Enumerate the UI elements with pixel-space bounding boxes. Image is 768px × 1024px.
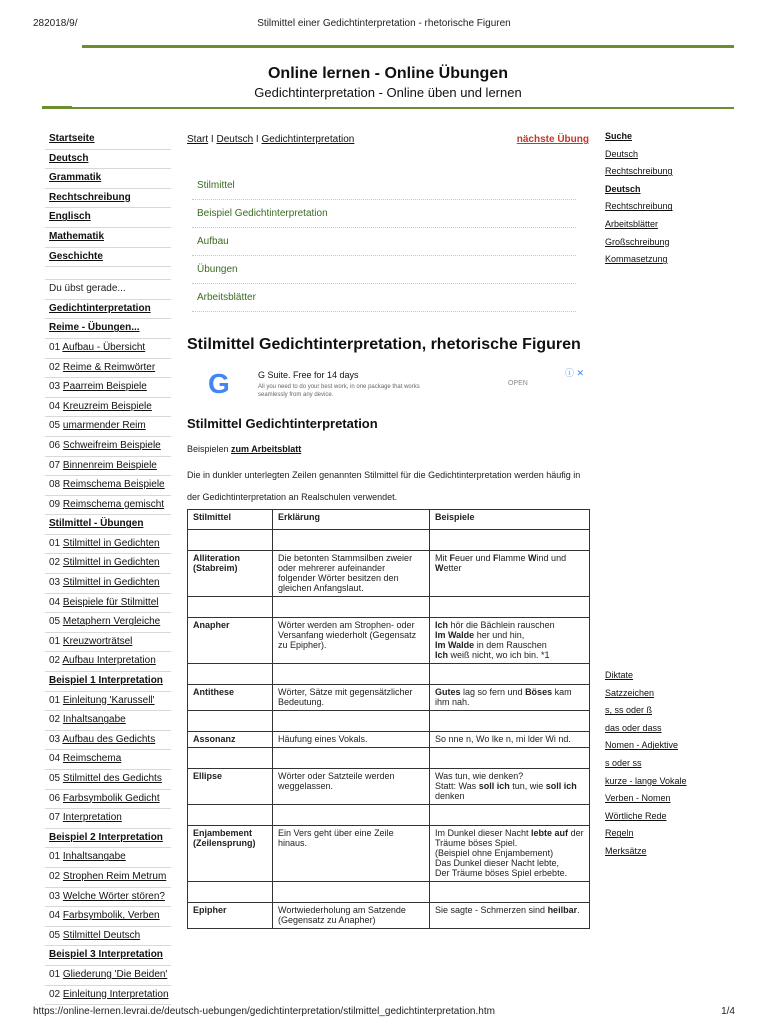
sidebar-item[interactable] [45,829,171,849]
right-nav-link[interactable]: Verben - Nomen [605,793,671,804]
empty-cell [188,882,273,903]
sidebar-item-label[interactable]: Inhaltsangabe [62,851,126,863]
right-nav-link[interactable]: Regeln [605,828,634,839]
sidebar-item[interactable] [45,966,171,986]
sidebar-item[interactable] [45,731,171,751]
right-nav-item[interactable] [605,773,687,791]
sidebar-item-number: 03 [49,890,61,902]
sidebar-item-label[interactable]: Kreuzworträtsel [62,635,133,647]
right-nav-item[interactable] [605,755,687,773]
right-nav-link[interactable]: Diktate [605,670,634,680]
sidebar-item[interactable] [45,228,171,248]
empty-cell [430,664,590,685]
empty-cell [188,748,273,769]
erklaerung-cell: Wörter oder Satzteile werden weggelassen. [273,769,430,805]
print-date: 282018/9/ [33,18,78,29]
sidebar-item-label[interactable]: Rechtschreibung [49,191,131,203]
sidebar-item [45,280,171,300]
sidebar-item[interactable] [45,398,171,418]
sidebar-item[interactable] [45,652,171,672]
ad-info-close-icon[interactable]: ⓘ ✕ [564,368,584,378]
sidebar-item-label[interactable]: Gedichtinterpretation [49,302,151,314]
table-spacer-row [188,664,590,685]
sidebar-item-label[interactable]: Schweifreim Beispiele [62,439,161,451]
site-banner [42,45,734,109]
ad-title: G Suite. Free for 14 days [258,370,359,380]
right-nav-link[interactable]: das oder dass [605,722,662,733]
sidebar-item[interactable] [45,946,171,966]
sidebar-item-label[interactable]: Interpretation [62,812,122,824]
nav-spacer [45,267,171,280]
left-sidebar-nav [45,130,171,1005]
sidebar-item-number: 03 [49,577,61,589]
ad-banner[interactable] [200,366,588,406]
right-nav-link[interactable]: Großschreibung [605,236,670,247]
stilmittel-cell: Ellipse [188,769,273,805]
erklaerung-cell: Wörter, Sätze mit gegensätzlicher Bedeutung. [273,685,430,711]
sidebar-item-label[interactable]: Welche Wörter stören? [62,890,165,902]
right-nav-link[interactable]: Deutsch [605,183,641,194]
sidebar-item-label[interactable]: Inhaltsangabe [62,714,126,726]
sidebar-item-label[interactable]: Aufbau - Übersicht [62,341,146,353]
sidebar-item-label[interactable]: Stilmittel in Gedichten [62,577,160,589]
sidebar-item-label[interactable]: Beispiel 1 Interpretation [49,675,163,687]
table-row [188,903,590,929]
sidebar-item-label: Du übst gerade... [49,283,126,295]
sidebar-item-number: 02 [49,655,61,667]
erklaerung-cell: Die betonten Stammsilben zweier oder mehrerer aufeinander folgender Wörter besitzen den gleichen Anfangslaut. [273,551,430,597]
sidebar-item-number: 04 [49,596,61,608]
beispiel-cell: Gutes lag so fern und Böses kam ihm nah. [430,685,590,711]
sidebar-item-number: 07 [49,812,61,824]
col-header-stilmittel: Stilmittel [188,510,273,530]
breadcrumb-start[interactable]: Start [187,134,209,145]
right-nav-item[interactable] [605,216,673,234]
table-row [188,685,590,711]
sidebar-item-number: 04 [49,753,61,765]
erklaerung-cell: Häufung eines Vokals. [273,732,430,748]
empty-cell [430,748,590,769]
sidebar-item-number: 05 [49,616,61,628]
sidebar-item-number: 01 [49,968,61,980]
beispiel-cell: So nne n, Wo lke n, mi lder Wi nd. [430,732,590,748]
empty-cell [273,748,430,769]
empty-cell [430,882,590,903]
sidebar-item[interactable] [45,888,171,908]
breadcrumb-separator: I [253,134,262,145]
right-nav-link[interactable]: Rechtschreibung [605,166,673,177]
sidebar-item-number: 07 [49,459,61,471]
right-nav-item[interactable] [605,825,687,843]
sidebar-item-number: 06 [49,792,61,804]
sidebar-item-number: 03 [49,381,61,393]
empty-cell [273,664,430,685]
sidebar-item-number: 02 [49,988,61,1000]
right-nav-link[interactable]: kurze - lange Vokale [605,775,687,786]
sidebar-item-label[interactable]: Aufbau des Gedichts [62,733,156,745]
next-exercise [517,134,589,145]
table-header-row [188,510,590,530]
empty-cell [430,711,590,732]
ad-text: All you need to do your best work, in one package that works seamlessly from any device. [258,384,420,398]
right-nav-item[interactable] [605,808,687,826]
beispiel-cell: Im Dunkel dieser Nacht lebte auf der Träume böses Spiel. (Beispiel ohne Enjambement) Das Dunkel dieser Nacht lebte, Der Träume böses Spiel erbebte. [430,826,590,882]
sidebar-item[interactable] [45,672,171,692]
stilmittel-cell: Antithese [188,685,273,711]
intro-prefix: Beispielen [187,444,232,454]
site-subtitle: Gedichtinterpretation - Online üben und lernen [254,85,522,100]
sidebar-item-number: 02 [49,870,61,882]
table-row [188,826,590,882]
print-url: https://online-lernen.levrai.de/deutsch-uebungen/gedichtinterpretation/stilmittel_gedichtinterpretation.htm [33,1006,495,1017]
sidebar-item-label[interactable]: Farbsymbolik, Verben [62,910,160,922]
worksheet-link[interactable]: zum Arbeitsblatt [231,444,302,454]
empty-cell [188,597,273,618]
sidebar-item-number: 01 [49,537,61,549]
sidebar-item[interactable] [45,770,171,790]
stilmittel-cell: Enjambement (Zeilensprung) [188,826,273,882]
table-spacer-row [188,530,590,551]
sidebar-item-number: 03 [49,733,61,745]
sidebar-item-label[interactable]: Reimschema gemischt [62,498,165,510]
sidebar-item[interactable] [45,496,171,516]
right-nav-item[interactable] [605,146,673,164]
sidebar-item-number: 02 [49,557,61,569]
col-header-beispiele: Beispiele [430,510,590,530]
google-logo-icon: G [208,368,230,399]
sidebar-item-label[interactable]: Reimschema Beispiele [62,479,165,491]
subnav-stilmittel[interactable]: Stilmittel [192,172,576,200]
right-nav-item[interactable] [605,702,687,720]
sidebar-item-number: 05 [49,929,61,941]
right-nav-link[interactable]: Suche [605,131,633,141]
table-spacer-row [188,597,590,618]
print-title: Stilmittel einer Gedichtinterpretation - rhetorische Figuren [257,18,511,29]
sidebar-item-number: 01 [49,851,61,863]
sidebar-item-number: 01 [49,694,61,706]
breadcrumb-deutsch[interactable]: Deutsch [216,134,254,145]
right-nav-item[interactable] [605,667,687,685]
section-title: Stilmittel Gedichtinterpretation [187,416,378,431]
sidebar-item-number: 01 [49,341,61,353]
sidebar-item[interactable] [45,359,171,379]
sidebar-item[interactable] [45,711,171,731]
empty-cell [188,711,273,732]
sidebar-item-label[interactable]: umarmender Reim [62,420,146,432]
right-sidebar-bottom [605,667,687,861]
table-spacer-row [188,748,590,769]
subnav-aufbau[interactable]: Aufbau [192,228,576,256]
sidebar-item[interactable] [45,457,171,477]
right-nav-link[interactable]: Arbeitsblätter [605,218,659,229]
right-sidebar-top [605,128,673,269]
sidebar-item-label[interactable]: Einleitung 'Karussell' [62,694,155,706]
table-row [188,618,590,664]
sidebar-item[interactable] [45,809,171,829]
sidebar-item[interactable] [45,515,171,535]
right-nav-item[interactable] [605,790,687,808]
banner-bottom-rule [42,107,734,109]
empty-cell [188,664,273,685]
right-nav-item[interactable] [605,720,687,738]
sidebar-item-label[interactable]: Kreuzreim Beispiele [62,400,152,412]
empty-cell [430,805,590,826]
right-nav-link[interactable]: s, ss oder ß [605,705,653,716]
sidebar-item[interactable] [45,692,171,712]
right-nav-link[interactable]: Nomen - Adjektive [605,740,679,751]
empty-cell [430,530,590,551]
empty-cell [273,530,430,551]
sidebar-item[interactable] [45,986,171,1006]
stilmittel-cell: Assonanz [188,732,273,748]
empty-cell [188,805,273,826]
sidebar-item-label[interactable]: Stilmittel in Gedichten [62,557,160,569]
right-nav-item[interactable] [605,685,687,703]
sidebar-item-label[interactable]: Startseite [49,133,95,144]
sidebar-item-label[interactable]: Gliederung 'Die Beiden' [62,968,168,980]
empty-cell [273,711,430,732]
sidebar-item-label[interactable]: Metaphern Vergleiche [62,616,161,628]
stilmittel-table [187,509,590,929]
sidebar-item-label[interactable]: Grammatik [49,172,102,184]
sidebar-item[interactable] [45,535,171,555]
sidebar-item[interactable] [45,476,171,496]
col-header-erklaerung: Erklärung [273,510,430,530]
sidebar-item[interactable] [45,790,171,810]
sidebar-item-number: 04 [49,910,61,922]
sidebar-item[interactable] [45,208,171,228]
next-exercise-link[interactable]: nächste Übung [516,134,589,145]
sidebar-item[interactable] [45,574,171,594]
sidebar-item-label[interactable]: Reime - Übungen... [49,322,140,334]
subnav-arbeitsblaetter[interactable]: Arbeitsblätter [192,284,576,312]
breadcrumb-separator: I [208,134,217,145]
sidebar-item-label[interactable]: Reimschema [62,753,122,765]
sidebar-item[interactable] [45,907,171,927]
sidebar-item-label[interactable]: Stilmittel in Gedichten [62,537,160,549]
erklaerung-cell: Wortwiederholung am Satzende (Gegensatz zu Anapher) [273,903,430,929]
right-nav-link[interactable]: Rechtschreibung [605,201,673,212]
sidebar-item-label[interactable]: Einleitung Interpretation [62,988,169,1000]
sidebar-item[interactable] [45,150,171,170]
sidebar-item-number: 09 [49,498,61,510]
empty-cell [273,882,430,903]
empty-cell [430,597,590,618]
right-nav-item[interactable] [605,251,673,269]
print-page-number: 1/4 [721,1006,735,1017]
description: Die in dunkler unterlegten Zeilen genannten Stilmittel für die Gedichtinterpretation werden häufig in der Gedichtinterpretation an Realschulen verwendet. [187,470,581,502]
right-nav-link[interactable]: s oder ss [605,757,642,768]
stilmittel-cell: Anapher [188,618,273,664]
sidebar-item-label[interactable]: Beispiel 3 Interpretation [49,949,163,961]
sidebar-item-number: 05 [49,420,61,432]
right-nav-link[interactable]: Deutsch [605,148,639,159]
sidebar-item-number: 08 [49,479,61,491]
sidebar-item-number: 01 [49,635,61,647]
right-nav-link[interactable]: Merksätze [605,845,647,856]
site-title: Online lernen - Online Übungen [267,65,508,82]
sidebar-item[interactable] [45,437,171,457]
right-nav-link[interactable]: Satzzeichen [605,687,655,698]
table-spacer-row [188,805,590,826]
table-spacer-row [188,882,590,903]
sidebar-item-label[interactable]: Geschichte [49,250,103,262]
sidebar-item[interactable] [45,130,171,150]
beispiel-cell: Sie sagte - Schmerzen sind heilbar. [430,903,590,929]
sidebar-item[interactable] [45,554,171,574]
subnav-beispiel[interactable]: Beispiel Gedichtinterpretation [192,200,576,228]
sidebar-item-label[interactable]: Farbsymbolik Gedicht [62,792,160,804]
sidebar-item-label[interactable]: Binnenreim Beispiele [62,459,157,471]
sidebar-item-number: 04 [49,400,61,412]
sidebar-item-label[interactable]: Stilmittel des Gedichts [62,773,162,784]
right-nav-item[interactable] [605,843,687,861]
breadcrumb [187,134,589,145]
sidebar-item[interactable] [45,248,171,268]
sidebar-item[interactable] [45,417,171,437]
sidebar-item[interactable] [45,613,171,633]
page-title: Stilmittel Gedichtinterpretation, rhetorische Figuren [187,336,581,353]
sidebar-item[interactable] [45,594,171,614]
table-spacer-row [188,711,590,732]
sidebar-item[interactable] [45,868,171,888]
sidebar-item-number: 05 [49,773,61,784]
sidebar-item-number: 02 [49,714,61,726]
sidebar-item-label[interactable]: Aufbau Interpretation [62,655,156,667]
subnav-uebungen[interactable]: Übungen [192,256,576,284]
sidebar-item[interactable] [45,319,171,339]
sidebar-item[interactable] [45,848,171,868]
right-nav-item[interactable] [605,234,673,252]
sidebar-item-label[interactable]: Beispiel 2 Interpretation [49,831,163,843]
table-row [188,769,590,805]
erklaerung-cell: Wörter werden am Strophen- oder Versanfang wiederholt (Gegensatz zu Epipher). [273,618,430,664]
sidebar-item-number: 02 [49,361,61,373]
sidebar-item[interactable] [45,378,171,398]
beispiel-cell: Mit Feuer und Flamme Wind und Wetter [430,551,590,597]
right-nav-item[interactable] [605,181,673,199]
sidebar-item-number: 06 [49,439,61,451]
breadcrumb-gedichtinterpretation[interactable]: Gedichtinterpretation [261,134,355,145]
sidebar-item-label[interactable]: Stilmittel - Übungen [49,518,144,530]
banner-top-rule [82,45,734,48]
stilmittel-cell: Epipher [188,903,273,929]
sidebar-item-label[interactable]: Reime & Reimwörter [62,361,156,373]
sidebar-item-label[interactable]: Beispiele für Stilmittel [62,596,159,608]
intro-line [187,444,301,454]
table-row [188,732,590,748]
empty-cell [273,597,430,618]
table-row [188,551,590,597]
stilmittel-cell: Alliteration (Stabreim) [188,551,273,597]
right-nav-link[interactable]: Wörtliche Rede [605,810,667,821]
sidebar-item-label[interactable]: Englisch [49,211,91,223]
sidebar-item-label[interactable]: Strophen Reim Metrum [62,870,167,882]
empty-cell [273,805,430,826]
sidebar-item-label[interactable]: Paarreim Beispiele [62,381,147,393]
right-nav-item[interactable] [605,163,673,181]
topic-subnav [192,172,576,312]
beispiel-cell: Was tun, wie denken? Statt: Was soll ich tun, wie soll ich denken [430,769,590,805]
sidebar-item-label[interactable]: Stilmittel Deutsch [62,929,141,941]
sidebar-item[interactable] [45,169,171,189]
right-nav-item[interactable] [605,198,673,216]
sidebar-item[interactable] [45,927,171,947]
sidebar-item[interactable] [45,633,171,653]
right-nav-link[interactable]: Kommasetzung [605,254,668,265]
sidebar-item[interactable] [45,300,171,320]
sidebar-item-label[interactable]: Deutsch [49,152,89,164]
beispiel-cell: Ich hör die Bächlein rauschen Im Walde her und hin, Im Walde in dem Rauschen Ich weiß nicht, wo ich bin. *1 [430,618,590,664]
sidebar-item[interactable] [45,189,171,209]
right-nav-item[interactable] [605,128,673,146]
sidebar-item[interactable] [45,750,171,770]
empty-cell [188,530,273,551]
right-nav-item[interactable] [605,737,687,755]
sidebar-item-label[interactable]: Mathematik [49,230,105,242]
erklaerung-cell: Ein Vers geht über eine Zeile hinaus. [273,826,430,882]
sidebar-item[interactable] [45,339,171,359]
ad-open-button[interactable]: OPEN [508,380,528,387]
